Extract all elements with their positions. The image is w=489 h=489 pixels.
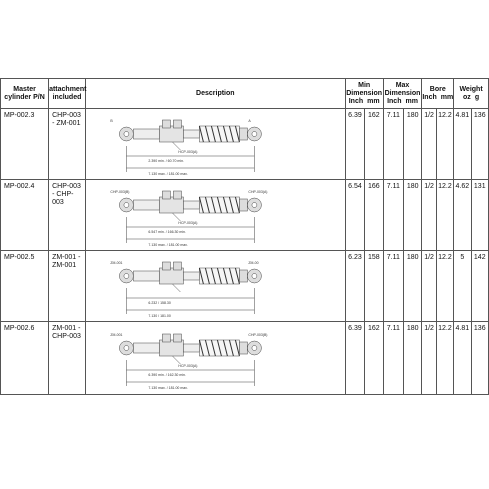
min-mm: 162 <box>365 109 383 180</box>
description-drawing <box>85 251 345 322</box>
left-attachment-label: ZM-001 <box>110 333 123 337</box>
bore-mm: 12.2 <box>436 322 453 395</box>
attachment: ZM-001 - CHP-003 <box>49 322 86 395</box>
callout-label: HCP-003(A) <box>178 221 198 225</box>
weight-g: 142 <box>471 251 489 322</box>
description-drawing <box>85 109 345 180</box>
min-dimension-label: 6.390 min. / 162.30 min. <box>148 373 186 377</box>
max-mm: 180 <box>404 251 422 322</box>
bore-inch: 1/2 <box>422 180 436 251</box>
min-dimension-label: 2.390 min. / 60.70 min. <box>148 159 184 163</box>
attachment: CHP-003 - CHP-003 <box>49 180 86 251</box>
bore-inch: 1/2 <box>422 251 436 322</box>
weight-g: 136 <box>471 322 489 395</box>
min-dimension-label: 6.232 / 158.30 <box>148 301 171 305</box>
weight-oz: 5 <box>454 251 471 322</box>
min-inch: 6.23 <box>345 251 364 322</box>
header-min: Min Dimension Inch mm <box>345 79 383 109</box>
min-inch: 6.39 <box>345 322 364 395</box>
max-inch: 7.11 <box>383 180 403 251</box>
max-inch: 7.11 <box>383 322 403 395</box>
min-inch: 6.54 <box>345 180 364 251</box>
header-bore: Bore Inch mm <box>422 79 454 109</box>
table-row <box>1 251 489 322</box>
description-drawing <box>85 180 345 251</box>
min-dimension-label: 6.547 min. / 166.30 min. <box>148 230 186 234</box>
left-attachment-label: CHP-003(B) <box>110 190 130 194</box>
part-number: MP-002.3 <box>1 109 49 180</box>
header-weight: Weight oz g <box>454 79 489 109</box>
bore-mm: 12.2 <box>436 109 453 180</box>
min-mm: 166 <box>365 180 383 251</box>
min-inch: 6.39 <box>345 109 364 180</box>
min-mm: 158 <box>365 251 383 322</box>
max-mm: 180 <box>404 322 422 395</box>
table-row <box>1 180 489 251</box>
part-number: MP-002.4 <box>1 180 49 251</box>
right-attachment-label: A <box>248 119 251 123</box>
header-description: Description <box>85 79 345 109</box>
shock-drawing <box>86 181 345 249</box>
max-inch: 7.11 <box>383 109 403 180</box>
bore-inch: 1/2 <box>422 322 436 395</box>
weight-g: 136 <box>471 109 489 180</box>
shock-drawing <box>86 252 345 320</box>
max-mm: 180 <box>404 109 422 180</box>
description-drawing <box>85 322 345 395</box>
shock-drawing <box>86 110 345 178</box>
weight-oz: 4.62 <box>454 180 471 251</box>
spec-table <box>0 78 489 395</box>
attachment: CHP-003 - ZM-001 <box>49 109 86 180</box>
callout-label: HCP-003(A) <box>178 150 198 154</box>
right-attachment-label: CHP-003(B) <box>248 333 268 337</box>
callout-label: HCP-003(A) <box>178 364 198 368</box>
max-mm: 180 <box>404 180 422 251</box>
header-master: Master cylinder P/N <box>1 79 49 109</box>
attachment: ZM-001 - ZM-001 <box>49 251 86 322</box>
shock-drawing <box>86 324 345 392</box>
part-number: MP-002.6 <box>1 322 49 395</box>
max-dimension-label: 7.130 / 181.00 <box>148 314 171 318</box>
bore-inch: 1/2 <box>422 109 436 180</box>
weight-oz: 4.81 <box>454 109 471 180</box>
weight-oz: 4.81 <box>454 322 471 395</box>
min-mm: 162 <box>365 322 383 395</box>
max-dimension-label: 7.130 max. / 181.00 max. <box>148 172 188 176</box>
table-row <box>1 109 489 180</box>
max-dimension-label: 7.130 max. / 181.00 max. <box>148 386 188 390</box>
header-max: Max Dimension Inch mm <box>383 79 422 109</box>
weight-g: 131 <box>471 180 489 251</box>
max-inch: 7.11 <box>383 251 403 322</box>
table-row <box>1 322 489 395</box>
right-attachment-label: CHP-003(A) <box>248 190 268 194</box>
left-attachment-label: B <box>110 119 113 123</box>
max-dimension-label: 7.130 max. / 181.00 max. <box>148 243 188 247</box>
header-attachment: attachment included <box>49 79 86 109</box>
part-number: MP-002.5 <box>1 251 49 322</box>
left-attachment-label: ZM-001 <box>110 261 123 265</box>
bore-mm: 12.2 <box>436 180 453 251</box>
bore-mm: 12.2 <box>436 251 453 322</box>
right-attachment-label: ZM-00 <box>248 261 259 265</box>
